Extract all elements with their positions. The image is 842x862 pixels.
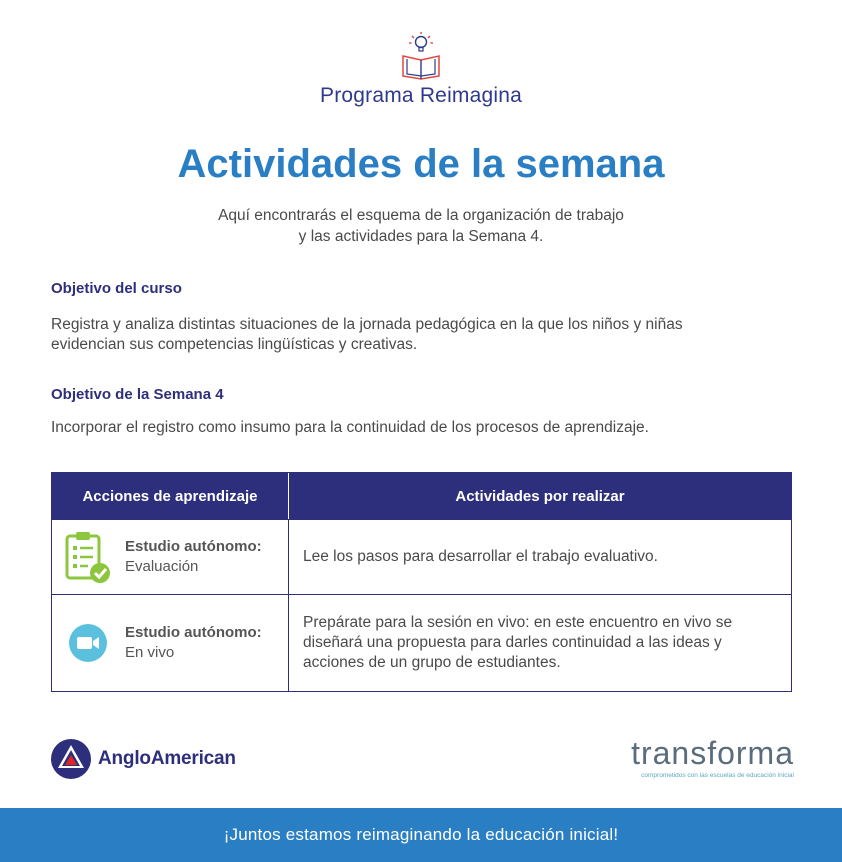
page-subtitle	[0, 205, 842, 247]
program-name: Programa Reimagina	[319, 84, 523, 107]
activity-cell: Lee los pasos para desarrollar el trabajo evaluativo.	[303, 548, 658, 565]
subtitle-line-1: Aquí encontrarás el esquema de la organización de trabajo	[218, 207, 624, 224]
transforma-logo	[631, 736, 794, 779]
week-objective-text: Incorporar el registro como insumo para la continuidad de los procesos de aprendizaje.	[51, 419, 649, 436]
book-lightbulb-icon	[399, 30, 443, 80]
video-camera-icon	[68, 623, 108, 663]
activities-table	[51, 472, 792, 692]
action-cell	[52, 595, 289, 691]
anglo-american-mark-icon	[50, 738, 92, 780]
transforma-name: transforma	[631, 735, 794, 771]
header-activities: Actividades por realizar	[455, 487, 625, 505]
subtitle-line-2: y las actividades para la Semana 4.	[298, 228, 544, 245]
action-title: Estudio autónomo:	[125, 624, 262, 641]
table-row	[52, 594, 791, 691]
table-header	[52, 473, 791, 519]
action-title: Estudio autónomo:	[125, 538, 262, 555]
anglo-american-logo	[50, 738, 236, 780]
action-cell	[52, 520, 289, 594]
clipboard-check-icon	[64, 530, 114, 584]
course-objective-line-2: evidencian sus competencias lingüísticas y creativas.	[51, 336, 418, 353]
transforma-tagline: comprometidos con las escuelas de educación inicial	[641, 772, 794, 779]
action-type: En vivo	[125, 644, 175, 661]
header-actions: Acciones de aprendizaje	[52, 473, 289, 519]
table-row	[52, 519, 791, 594]
activity-cell: Prepárate para la sesión en vivo: en este encuentro en vivo se diseñará una propuesta para darles continuidad a las ideas y acciones de un grupo de estudiantes.	[303, 614, 733, 671]
action-label	[125, 537, 262, 577]
action-type: Evaluación	[125, 558, 199, 575]
action-label	[125, 623, 262, 663]
anglo-american-name: AngloAmerican	[98, 748, 236, 769]
bottom-banner: ¡Juntos estamos reimaginando la educación inicial!	[0, 808, 842, 862]
course-objective-line-1: Registra y analiza distintas situaciones de la jornada pedagógica en la que los niños y niñas	[51, 316, 683, 333]
program-logo	[0, 30, 842, 108]
week-objective-heading: Objetivo de la Semana 4	[51, 386, 224, 403]
page-title: Actividades de la semana	[177, 142, 665, 186]
footer-logos	[0, 730, 842, 790]
course-objective-text	[51, 315, 791, 355]
course-objective-heading: Objetivo del curso	[51, 280, 182, 297]
